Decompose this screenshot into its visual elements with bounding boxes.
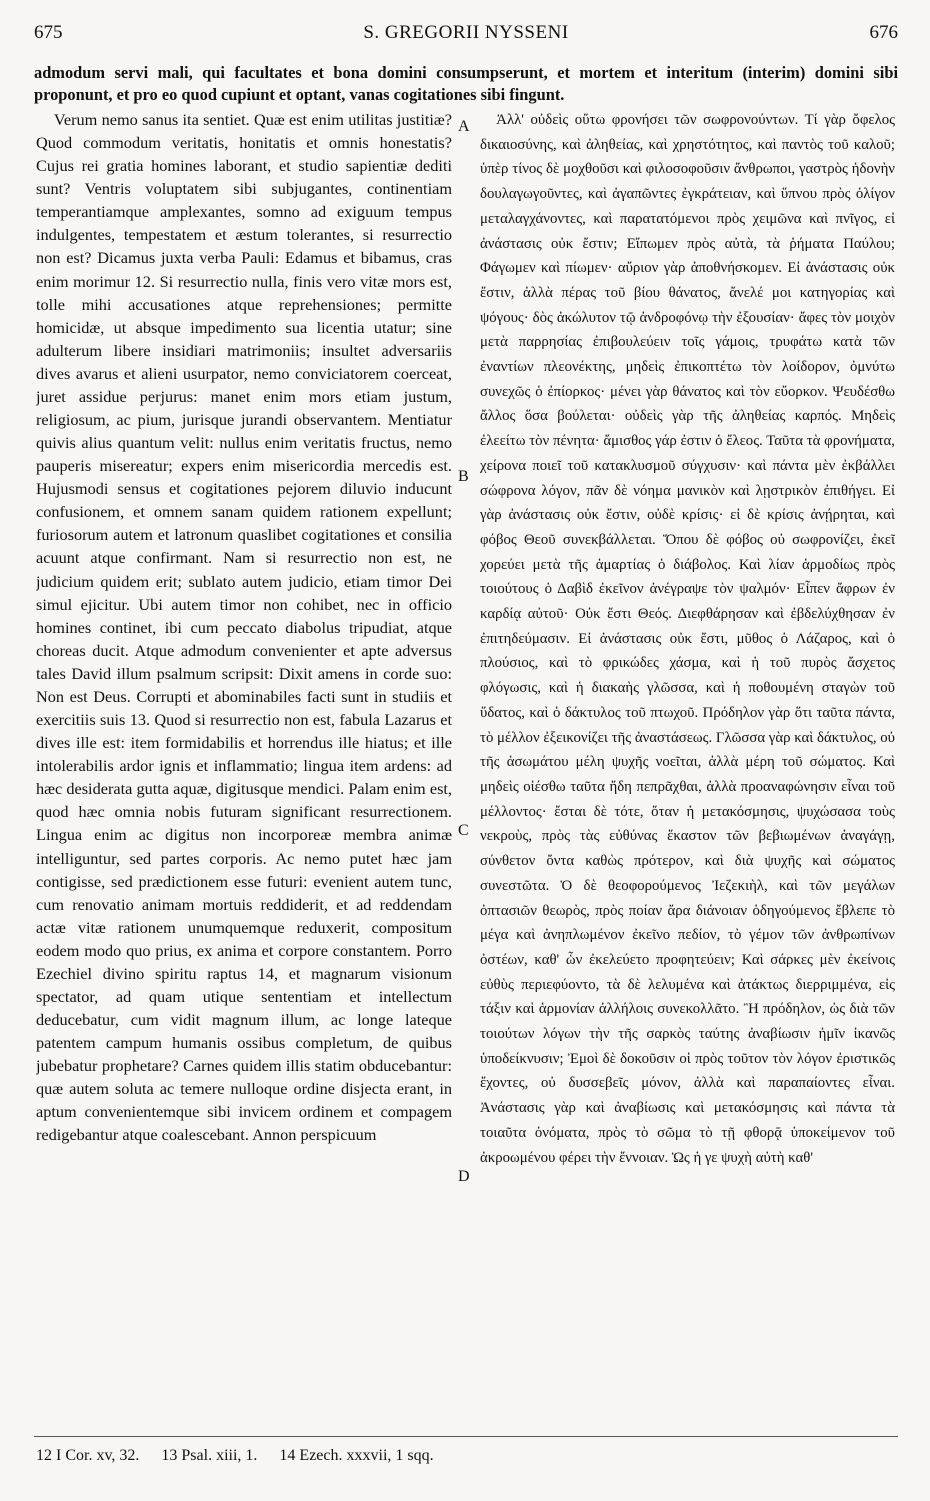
- section-marker-d: D: [458, 1168, 470, 1185]
- section-marker-a: A: [458, 118, 470, 135]
- greek-column: [480, 108, 895, 1428]
- page-header: [34, 22, 898, 46]
- page-number-right: 676: [869, 22, 898, 43]
- footnote-13: 13 Psal. xiii, 1.: [161, 1447, 258, 1464]
- footnotes: [36, 1447, 900, 1465]
- footnote-rule: [34, 1436, 898, 1437]
- section-marker-c: C: [458, 822, 469, 839]
- footnote-14: 14 Ezech. xxxvii, 1 sqq.: [279, 1447, 434, 1464]
- page-number-left: 675: [34, 22, 63, 43]
- latin-column: [36, 108, 452, 1428]
- greek-text: Ἀλλ' οὐδεὶς οὕτω φρονήσει τῶν σωφρονούντων. Τί γὰρ ὄφελος δικαιοσύνης, καὶ ἀληθείας, καὶ χρηστότητος, καὶ παντὸς τοῦ καλοῦ; ὑπὲρ τίνος δὲ μοχθοῦσι καὶ φιλοσοφοῦσιν ἄνθρωποι, γαστρὸς ἡδονὴν δουλαγωγοῦντες, καὶ ἀγαπῶντες ἐγκράτειαν, καὶ ὕπνου πρὸς ὀλίγον μεταλαγχάνοντες, καὶ παρατατόμενοι πρὸς χειμῶνα καὶ πνῖγος, εἰ ἀνάστασις οὐκ ἔστιν; Εἴπωμεν πρὸς αὐτὰ, τὰ ῥήματα Παύλου; Φάγωμεν καὶ πίωμεν· αὔριον γὰρ ἀποθνήσκομεν. Εἰ ἀνάστασις οὐκ ἔστιν, ἀλλὰ πέρας τοῦ βίου θάνατος, ἄνελέ μοι κατηγορίας καὶ ψόγους· δὸς ἀκώλυτον τῷ ἀνδροφόνῳ τὴν ἐξουσίαν· ἄφες τὸν μοιχὸν μετὰ παρρησίας ἐπιβουλεύειν τοῖς γάμοις, τρυφάτω κατὰ τῶν ἐναντίων πλεονέκτης, μηδεὶς ἐπικοπτέτω τὸν λοίδορον, ὀμνύτω συνεχῶς ὁ ἐπίορκος· μένει γὰρ θάνατος καὶ τὸν εὔορκον. Ψευδέσθω ἄλλος ὅσα βούλεται· οὐδεὶς γὰρ τῆς ἀληθείας καρπός. Μηδεὶς ἐλεείτω τὸν πένητα· ἄμισθος γάρ ἐστιν ὁ ἔλεος. Ταῦτα τὰ φρονήματα, χείρονα ποιεῖ τοῦ κατακλυσμοῦ σύγχυσιν· καὶ πάντα μὲν ἐκβάλλει σώφρονα λόγον, πᾶν δὲ νόημα μανικὸν καὶ λῃστρικὸν ἐπιθήγει. Εἰ γὰρ ἀνάστασις οὐκ ἔστιν, οὐδὲ κρίσις· εἰ δὲ κρίσις ἀνῄρηται, καὶ φόβος Θεοῦ συνεκβάλλεται. Ὅπου δὲ φόβος οὐ σωφρονίζει, ἐκεῖ χορεύει μετὰ τῆς ἁμαρτίας ὁ διάβολος. Καὶ λίαν ἁρμοδίως πρὸς τοιούτους ὁ Δαβὶδ ἐκεῖνον ἀνέγραψε τὸν ψαλμόν· Εἶπεν ἄφρων ἐν καρδίᾳ αὐτοῦ· Οὐκ ἔστι Θεός. Διεφθάρησαν καὶ ἐβδελύχθησαν ἐν ἐπιτηδεύμασιν. Εἰ ἀνάστασις οὐκ ἔστι, μῦθος ὁ Λάζαρος, καὶ ὁ πλούσιος, καὶ τὸ φρικώδες χάσμα, καὶ ἡ τοῦ πυρὸς ἄσχετος φλόγωσις, καὶ ἡ διακαὴς γλῶσσα, καὶ ἡ ποθουμένη σταγὼν τοῦ ὕδατος, καὶ ὁ δάκτυλος τοῦ πτωχοῦ. Πρόδηλον γὰρ ὅτι ταῦτα πάντα, τὸ μέλλον ἐξεικονίζει τῆς ἀναστάσεως. Γλῶσσα γὰρ καὶ δάκτυλος, οὐ τῆς ἀσωμάτου μέλη ψυχῆς νοεῖται, ἀλλὰ μέρη τοῦ σώματος. Καὶ μηδεὶς οἰέσθω ταῦτα ἤδη πεπρᾶχθαι, ἀλλὰ προαναφώνησιν εἶναι τοῦ μέλλοντος· ἔσται δὲ τότε, ὅταν ἡ μετακόσμησις, ψυχώσασα τοὺς νεκροὺς, πρὸς τὰς εὐθύνας ἕκαστον τῶν βεβιωμένων ἀναγάγῃ, σύνθετον ὄντα καθὼς πρότερον, καὶ διὰ ψυχῆς καὶ σώματος συνεστῶτα. Ὁ δὲ θεοφορούμενος Ἰεζεκιὴλ, καὶ τῶν μεγάλων ὀπτασιῶν θεωρὸς, πρὸς ποίαν ἄρα διάνοιαν ὁδηγούμενος ἔβλεπε τὸ μέγα καὶ ἀνηπλωμένον ἐκεῖνο πεδίον, τὸ γέμον τῶν ἀνθρωπίνων ὀστέων, καθ' ὧν ἐκελεύετο προφητεύειν; Καὶ σάρκες μὲν ἐκείνοις εὐθὺς περιεφύοντο, τὰ δὲ λελυμένα καὶ ἀτάκτως διερριμμένα, εἰς τάξιν καὶ ἁρμονίαν ἀλλήλοις συνεκολλᾶτο. Ἢ πρόδηλον, ὡς διὰ τῶν τοιούτων λόγων τὴν τῆς σαρκὸς ταύτης ἀναβίωσιν ἡμῖν ἱκανῶς ὑποδείκνυσιν; Ἐμοὶ δὲ δοκοῦσιν οἱ πρὸς τοῦτον τὸν λόγον ἐριστικῶς ἔχοντες, οὐ δυσσεβεῖς μόνον, ἀλλὰ καὶ παραπαίοντες εἶναι. Ἀνάστασις γὰρ καὶ ἀναβίωσις καὶ μετακόσμησις καὶ πάντα τὰ τοιαῦτα ὀνόματα, πρὸς τὸ σῶμα τὸ τῇ φθορᾷ ὑποκείμενον τοῦ ἀκροωμένου φέρει τὴν ἔννοιαν. Ὡς ἡ γε ψυχὴ αὐτὴ καθ': [480, 112, 895, 1166]
- section-marker-b: B: [458, 468, 469, 485]
- latin-text: Verum nemo sanus ita sentiet. Quæ est enim utilitas justitiæ? Quod commodum veritatis, honitatis et omnis honestatis? Cujus rei gratia homines laborant, et studio sapientiæ dediti sunt? Ventris voluptatem sibi subjugantes, continentiam temperantiamque amplexantes, somno ad exiguum tempus indulgentes, tempestatem et æstum tolerantes, si resurrectio non est? Dicamus juxta verba Pauli: Edamus et bibamus, cras enim morimur 12. Si resurrectio nulla, finis vero vitæ mors est, tolle mihi accusationes atque reprehensiones; permitte homicidæ, ut absque impedimento sua licentia utatur; sine adulterum libere insidiari matrimoniis; insultet adversariis dives avarus et alieni usurpator, nemo conviciatorem coerceat, juret assidue perjurus: manet enim mors etiam justum, religiosum, ac pium, jurisque jurandi observantem. Mentiatur quivis alius quantum velit: nullus enim veritatis fructus, nemo pauperis misereatur; expers enim misericordia mercedis est. Hujusmodi sensus et cogitationes pejorem diluvio inducunt confusionem, et omnem sanam quidem rationem expellunt; furiosorum autem et latronum quaslibet cogitationes et consilia acuunt atque confirmant. Nam si resurrectio non est, ne judicium quidem erit; sublato autem judicio, etiam timor Dei simul ejicitur. Ubi autem timor non cohibet, nec in officio homines continet, ibi cum peccato diabolus tripudiat, atque choreas ducit. Atque admodum convenienter et apte adversus tales David illum psalmum scripsit: Dixit amens in corde suo: Non est Deus. Corrupti et abominabiles facti sunt in studiis et exercitiis suis 13. Quod si resurrectio non est, fabula Lazarus et dives ille est: item formidabilis et horrendus ille hiatus; et ille intolerabilis ardor ignis et inflammatio; lingua item ardens: ad hæc desiderata gutta aquæ, digitusque mendici. Palam enim est, quod hæc omnia nobis futuram significant resurrectionem. Lingua enim ac digitus non incorporeæ membra animæ intelliguntur, sed partes corporis. Ac nemo putet hæc jam contigisse, sed prædictionem esse futuri: evenient autem tunc, cum renovatio animam mortuis reddiderit, et ad reddendam actæ vitæ rationem unumquemque reduxerit, compositum eodem modo quo prius, ex anima et corpore constantem. Porro Ezechiel divino spiritu raptus 14, et magnarum visionum spectator, ad quam utique sententiam et intellectum deducebatur, cum vidit magnum illum, ac longe lateque patentem campum humanis ossibus completum, de quibus jubebatur prophetare? Carnes quidem illis statim obducebantur: quæ autem soluta ac temere nulloque ordine disjecta erant, in aptum convenientemque sibi invicem ordinem et compagem redigebantur atque coalescebant. Annon perspicuum: [36, 110, 452, 1145]
- running-title: S. GREGORII NYSSENI: [363, 22, 569, 43]
- intro-paragraph: admodum servi mali, qui facultates et bona domini consumpserunt, et mortem et interitum (interim) domini sibi proponunt, et pro eo quod cupiunt et optant, vanas cogitationes sibi fingunt.: [34, 63, 898, 104]
- footnote-12: 12 I Cor. xv, 32.: [36, 1447, 140, 1464]
